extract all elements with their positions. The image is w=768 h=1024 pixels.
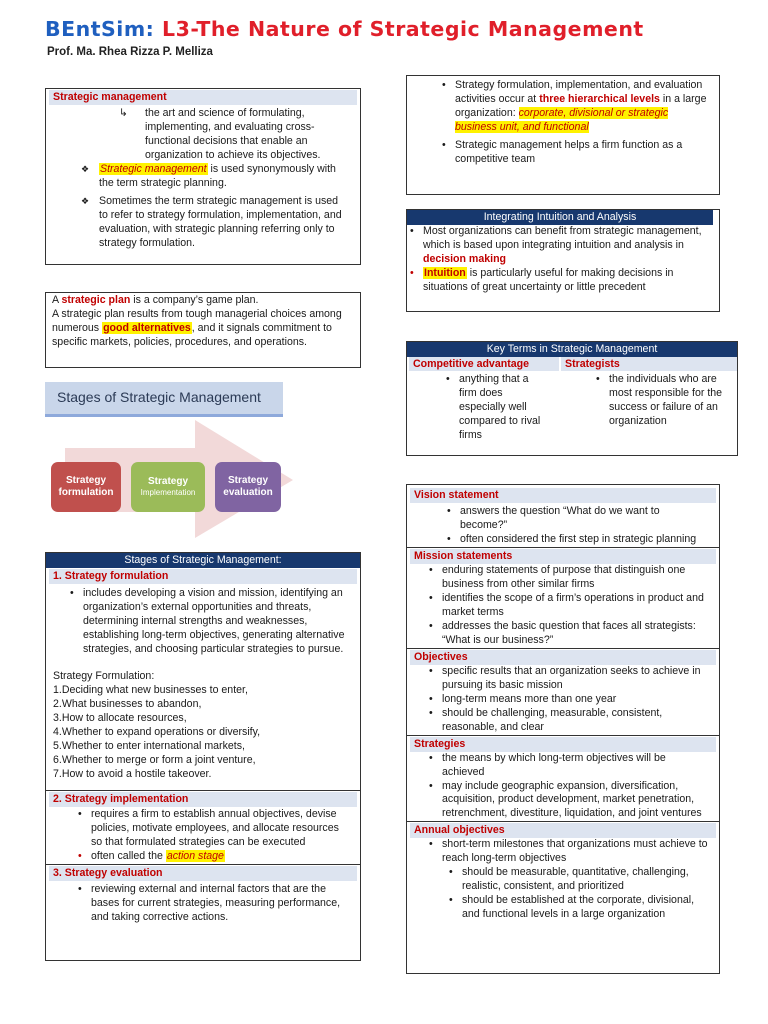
vision-b1: • answers the question “What do we want to become?” [460,505,708,533]
hier-b1-red: three hierarchical levels [539,92,660,105]
sp-line1-red: strategic plan [61,294,131,306]
stage-box-formulation: Strategy formulation [51,462,121,512]
stage-box-implementation [131,462,205,512]
mission-heading: Mission statements [410,549,716,564]
intuition-bullet-2 [423,267,713,295]
strategic-management-points [99,163,349,251]
sf-item-2: 2.What businesses to abandon, [53,697,202,710]
term1-heading: Competitive advantage [409,357,559,371]
objectives-b2: • long-term means more than one year [442,693,708,707]
author-line: Prof. Ma. Rhea Rizza P. Melliza [47,46,213,58]
stage-implementation-bottom: Implementation [140,488,196,498]
term2-def: • the individuals who are most responsible for the success or failure of an organization [609,373,727,429]
sf-item-3: 3.How to allocate resources, [53,711,187,724]
s2-heading: 2. Strategy implementation [49,792,357,807]
definition-item: ↳ the art and science of formulating, implementing, and evaluating cross-functional decisions that enable an organization to achieve its objectives. [145,107,351,163]
sf-block [53,670,357,782]
strategic-management-heading: Strategic management [49,90,357,105]
strategies-heading: Strategies [410,737,716,752]
objectives-b3: • should be challenging, measurable, consistent, reasonable, and clear [442,707,708,735]
objectives-b1: • specific results that an organization seeks to achieve in pursuing its basic mission [442,665,708,693]
page-title [45,16,644,43]
intuition-heading: Integrating Intuition and Analysis [407,210,713,225]
s2-bullet2 [91,850,347,864]
hier-b1-pre: Strategy formulation, implementation, and evaluation activities occur at [455,79,703,105]
annual-sublist [462,866,708,922]
strategies-list [442,752,708,822]
int-b2-rest: is particularly useful for making decisions in situations of great uncertainty or little precedent [423,266,674,293]
strategies-b1: • the means by which long-term objectives will be achieved [442,752,708,780]
term1-list [459,373,549,443]
hier-b1-mid: in a large organization: [455,92,707,119]
annual-heading: Annual objectives [410,823,716,838]
annual-list [442,838,708,866]
s1-list [83,587,347,657]
strategic-plan-line2 [52,308,354,350]
s2-bullet2-pre: often called the [91,849,166,862]
strategic-plan-box [45,292,361,368]
term2-heading: Strategists [561,357,737,371]
mission-b3: • addresses the basic question that faces all strategists: “What is our business?” [442,620,708,648]
int-b1-red: decision making [423,252,507,265]
stages-detail-box [45,552,361,961]
strategic-plan-line1 [52,294,354,308]
sf-item-4: 4.Whether to expand operations or diversify, [53,725,261,738]
sm-point-1-highlight: Strategic management [100,162,207,175]
mission-b2: • identifies the scope of a firm’s operations in product and market terms [442,592,708,620]
sf-item-1: 1.Deciding what new businesses to enter, [53,683,248,696]
hierarchy-bullet-2: • Strategic management helps a firm function as a competitive team [455,139,711,167]
definition-list [145,107,351,163]
stage-box-evaluation: Strategy evaluation [215,462,281,512]
objectives-heading: Objectives [410,650,716,665]
sp-line1-pre: A [52,294,62,306]
sp-line2-highlight: good alternatives [103,321,191,334]
objectives-list [442,665,708,735]
stages-banner: Stages of Strategic Management [45,382,283,417]
int-b1-pre: Most organizations can benefit from strategic management, which is based upon integrating intuition and analysis in [423,225,702,251]
term1-def: • anything that a firm does especially well compared to rival firms [459,373,549,443]
key-terms-heading: Key Terms in Strategic Management [407,342,737,357]
strategic-management-box [45,88,361,265]
term2-list [609,373,727,429]
s3-list [91,883,347,925]
s1-bullet: • includes developing a vision and mission, identifying an organization’s external opportunities and threats, determining internal strengths and weaknesses, establishing long-term objectives, generating alternative strategies, and choosing particular strategies to pursue. [83,587,347,657]
sf-item-6: 6.Whether to merge or form a joint venture, [53,753,256,766]
s3-bullet: • reviewing external and internal factors that are the bases for current strategies, measuring performance, and taking corrective actions. [91,883,347,925]
definitions-box [406,484,720,974]
sf-title: Strategy Formulation: [53,669,155,682]
annual-b3: • should be established at the corporate, divisional, and functional levels in a large organization [462,894,708,922]
strategies-b2: • may include geographic expansion, diversification, acquisition, product development, market penetration, retrenchment, divestiture, liquidation, and joint ventures [442,780,708,822]
sf-item-7: 7.How to avoid a hostile takeover. [53,767,212,780]
sm-point-2: ❖ Sometimes the term strategic management is used to refer to strategy formulation, implementation, and evaluation, with strategic planning referring only to strategy formulation. [99,195,349,251]
s2-list [91,808,347,864]
sm-point-1 [99,163,349,191]
intuition-box [406,209,720,312]
hier-b1-highlight: corporate, divisional or strategic business unit, and functional [455,106,669,133]
intuition-list [423,225,713,295]
stages-detail-heading: Stages of Strategic Management: [46,553,360,568]
mission-list [442,564,708,648]
intuition-bullet-1 [423,225,713,267]
sm-point-1-text: is used synonymously with the term strategic planning. [99,162,336,189]
hierarchy-bullet-1 [455,79,711,135]
sp-line2-post: , and it signals commitment to specific markets, policies, procedures, and operations. [52,321,332,348]
vision-b2: • often considered the first step in strategic planning [460,533,708,547]
s2-bullet2-highlight: action stage [166,849,224,862]
int-b2-highlight: Intuition [424,266,466,279]
hierarchy-box [406,75,720,195]
key-terms-box [406,341,738,456]
s2-bullet: • requires a firm to establish annual objectives, devise policies, motivate employees, and allocate resources so that formulated strategies can be executed [91,808,347,850]
annual-b2: • should be measurable, quantitative, challenging, realistic, consistent, and prioritized [462,866,708,894]
stage-implementation-top: Strategy [147,475,188,487]
sp-line1-post: is a company’s game plan. [130,294,259,306]
annual-b1: • short-term milestones that organizations must achieve to reach long-term objectives [442,838,708,866]
vision-list [460,505,708,547]
title-text: L3-The Nature of Strategic Management [162,17,644,41]
s1-heading: 1. Strategy formulation [49,569,357,584]
s3-heading: 3. Strategy evaluation [49,866,357,881]
mission-b1: • enduring statements of purpose that distinguish one business from other similar firms [442,564,708,592]
sf-item-5: 5.Whether to enter international markets, [53,739,245,752]
vision-heading: Vision statement [410,488,716,503]
hierarchy-list [455,79,711,167]
title-brand: BEntSim: [45,17,155,41]
sp-line2-pre: A strategic plan results from tough managerial choices among numerous [52,307,342,334]
